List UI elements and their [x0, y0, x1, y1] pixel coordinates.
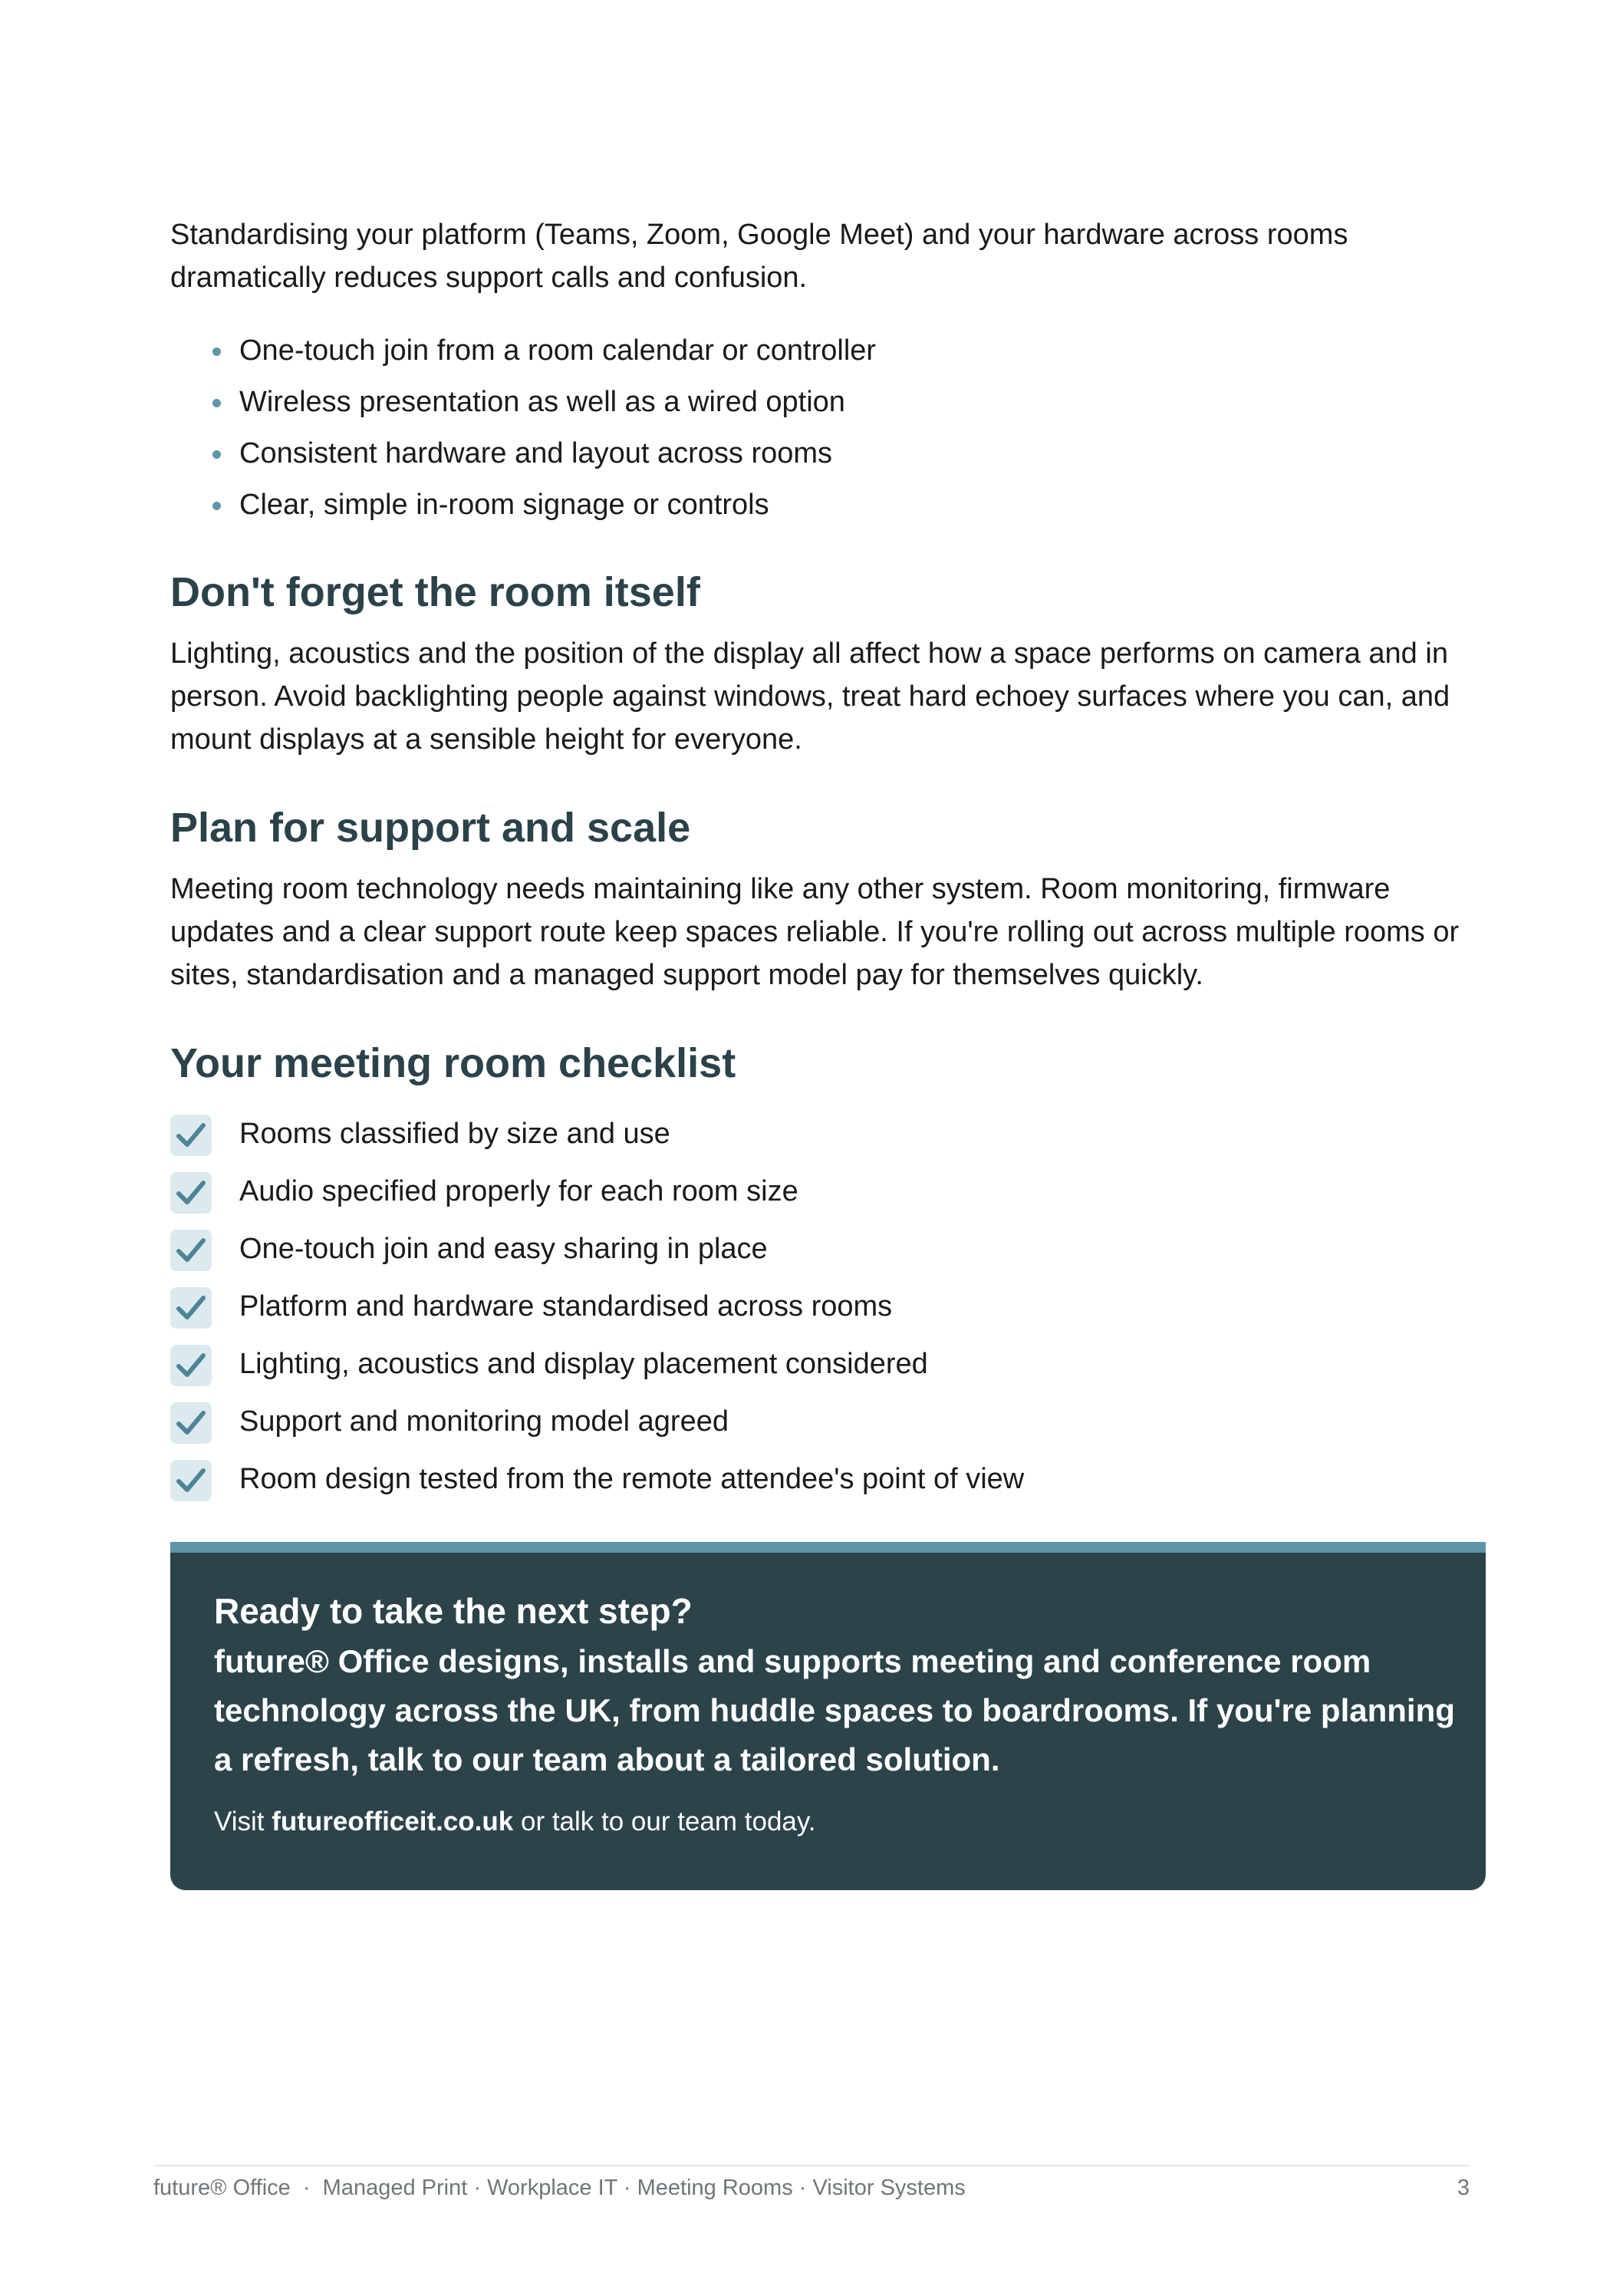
- checkmark-icon: [175, 1236, 207, 1265]
- bullet-text: One-touch join from a room calendar or controller: [239, 334, 877, 367]
- checkbox: [170, 1287, 212, 1329]
- website-link[interactable]: futureofficeit.co.uk: [272, 1807, 514, 1836]
- cta-accent-bar: [170, 1542, 1486, 1553]
- checkbox: [170, 1172, 212, 1214]
- checklist-item-text: Platform and hardware standardised across rooms: [239, 1290, 893, 1323]
- dot-icon: [212, 399, 221, 407]
- checkmark-icon: [175, 1178, 207, 1207]
- section-body-room: Lighting, acoustics and the position of the display all affect how a space performs on camera and in person. Avoid backlighting people against windows, treat hard echoey surfaces where you can, and mount displays at a sensible height for everyone.: [170, 637, 1450, 756]
- dot-icon: [212, 502, 221, 510]
- section-heading-checklist: Your meeting room checklist: [170, 1040, 736, 1086]
- checklist-item: [170, 1285, 1024, 1342]
- section-heading-room: Don't forget the room itself: [170, 569, 700, 615]
- checklist-item: [170, 1458, 1024, 1515]
- cta-visit-prefix: Visit: [214, 1807, 272, 1836]
- checklist-item: [170, 1342, 1024, 1400]
- dot-icon: [212, 450, 221, 459]
- checkmark-icon: [175, 1121, 207, 1150]
- footer-divider: [153, 2165, 1470, 2166]
- checkbox: [170, 1402, 212, 1444]
- checkbox: [170, 1460, 212, 1501]
- checklist-item: [170, 1112, 1024, 1170]
- page-number: 3: [1457, 2176, 1470, 2200]
- checklist-item: [170, 1227, 1024, 1285]
- checkbox: [170, 1230, 212, 1271]
- section-heading-support: Plan for support and scale: [170, 805, 691, 851]
- checklist-item-text: Room design tested from the remote attendee's point of view: [239, 1463, 1025, 1495]
- intro-paragraph: Standardising your platform (Teams, Zoom, Google Meet) and your hardware across rooms dramatically reduces support calls and confusion.: [170, 219, 1348, 294]
- bullet-item: [170, 428, 876, 479]
- checklist-item-text: One-touch join and easy sharing in place: [239, 1233, 768, 1265]
- dot-icon: [212, 348, 221, 356]
- checklist-item-text: Audio specified properly for each room size: [239, 1175, 798, 1207]
- call-to-action-box: [170, 1542, 1486, 1890]
- cta-visit-suffix: or talk to our team today.: [513, 1807, 816, 1836]
- checklist-item-text: Support and monitoring model agreed: [239, 1405, 729, 1438]
- checkmark-icon: [175, 1466, 207, 1495]
- checklist-item: [170, 1170, 1024, 1227]
- section-body-support: Meeting room technology needs maintaining like any other system. Room monitoring, firmware updates and a clear support route keep spaces reliable. If you're rolling out across multiple rooms or sites, standardisation and a managed support model pay for themselves quickly.: [170, 873, 1460, 991]
- checkbox: [170, 1345, 212, 1386]
- bullet-text: Clear, simple in-room signage or controls: [239, 489, 769, 521]
- bullet-item: [170, 479, 876, 531]
- checklist-item-text: Lighting, acoustics and display placement considered: [239, 1348, 928, 1380]
- cta-text: future® Office designs, installs and supports meeting and conference room technology across the UK, from huddle spaces to boardrooms. If you're planning a refresh, talk to our team about a tailored solution.: [214, 1643, 1455, 1777]
- footer-text: future® Office · Managed Print · Workplace IT · Meeting Rooms · Visitor Systems: [153, 2176, 966, 2200]
- cta-visit-line: [214, 1803, 816, 1841]
- cta-title: Ready to take the next step?: [214, 1591, 693, 1631]
- meeting-room-checklist: [170, 1112, 1024, 1515]
- checkmark-icon: [175, 1351, 207, 1380]
- bullet-item: [170, 325, 876, 377]
- checkmark-icon: [175, 1408, 207, 1438]
- bullet-text: Wireless presentation as well as a wired option: [239, 386, 845, 418]
- bullet-text: Consistent hardware and layout across rooms: [239, 437, 833, 469]
- feature-bullet-list: [170, 325, 876, 531]
- bullet-item: [170, 377, 876, 428]
- checklist-item-text: Rooms classified by size and use: [239, 1118, 670, 1150]
- checklist-item: [170, 1400, 1024, 1458]
- checkbox: [170, 1115, 212, 1156]
- checkmark-icon: [175, 1293, 207, 1323]
